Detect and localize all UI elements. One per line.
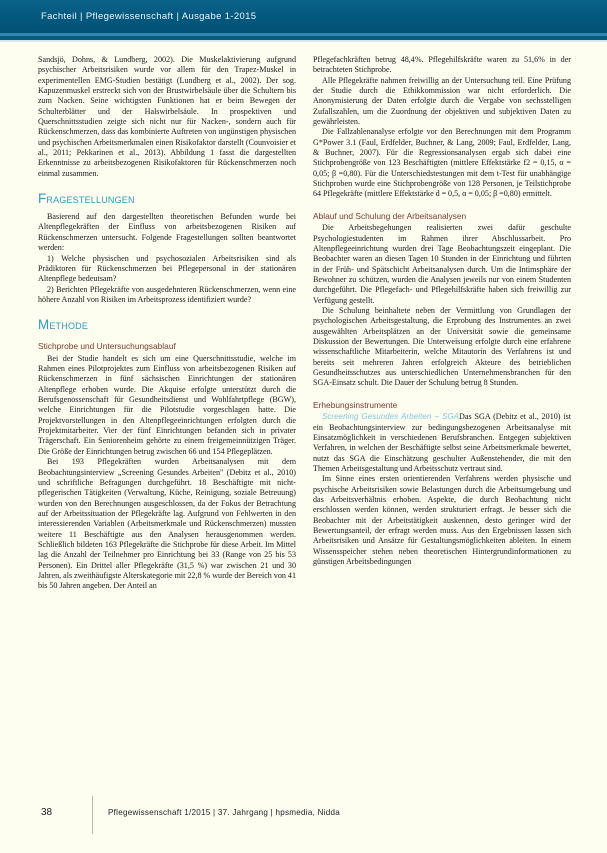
paragraph-frage-2: 2) Berichten Pflegekräfte von ausgedehnteren Rückenschmerzen, wenn eine höhere Anzahl von Risiken im Arbeitsprozess identifiziert wurde? — [38, 284, 296, 304]
page-number: 38 — [41, 807, 53, 818]
paragraph-ablauf-2: Die Schulung beinhaltete neben der Vermittlung von Grundlagen der psychologischen Arbeitsgestaltung, die Erprobung des Instrumentes an zwei ausgewählten Arbeitsplätzen an der Universität sowie die gemeinsame Diskussion der Bewertungen. Die Unterweisung erfolgte durch eine erfahrene wissenschaftliche Mitarbeiterin, welche Mitautorin des Verfahrens ist und bereits seit mehreren Jahren erfolgreich Akteure des betrieblichen Gesundheitsschutzes aus unterschiedlichen Unternehmensbranchen für den SGA-Einsatz schult. Die Dauer der Schulung betrug 8 Stunden. — [313, 306, 571, 388]
paragraph-sandsjo: Sandsjö, Dohns, & Lundberg, 2002). Die Muskelaktivierung aufgrund psychischer Arbeitsrisiken wurde vor allem für den Trapez-Muskel in experimentellen EMG-Studien bestätigt (Lundberg et al., 2002). Der sog. Kapuzenmuskel erstreckt sich von der Brustwirbelsäule über die Schultern bis zum Nacken. Seine wichtigsten Funktionen hat er beim Bewegen der Schulterblätter und der Halswirbelsäule. In prospektiven und Querschnittsstudien zeigte sich nicht nur für Nacken-, sondern auch für Rückenschmerzen, dass das kombinierte Auftreten von ungünstigen physischen und psychischen Arbeitsmerkmalen einen Risikofaktor darstellt (Counvoisier et al., 2011; Pekkarinen et al., 2013). Abbildung 1 fasst die dargestellten Erkenntnisse zu arbeitsbezogenen Risikofaktoren für Rückenschmerzen noch einmal zusammen. — [38, 55, 296, 178]
right-column — [313, 55, 571, 790]
header-rule-bottom — [0, 40, 607, 42]
subheading-stichprobe: Stichprobe und Untersuchungsablauf — [38, 341, 176, 352]
paragraph-sga-definition — [313, 412, 571, 474]
breadcrumb: Fachteil | Pflegewissenschaft | Ausgabe 1-2015 — [41, 11, 257, 22]
paragraph-fallzahlenanalyse: Die Fallzahlenanalyse erfolgte vor den Berechnungen mit dem Programm G*Power 3.1 (Faul, Erdfelder, Buchner, & Lang, 2009; Faul, Erdfelder, Lang, & Buchner, 2007). Für die Regressionsanalysen ergab sich dabei eine Stichprobengröße von 123 Beschäftigten (mittlere Effektstärke f2 = 0,15, α = 0,05; β =0,80). Für die Unterschiedstestungen mit dem t-Test für unabhängige Stichproben wurde eine Stichprobengröße von 128 Personen, je Teilstichprobe 64 Pflegekräfte (mittlere Effektstärke d = 0,5, α = 0,05; β =0,80) ermittelt. — [313, 127, 571, 199]
footer-citation: Pflegewissenschaft 1/2015 | 37. Jahrgang | hpsmedia, Nidda — [108, 808, 340, 817]
paragraph-sga-definition-text: Das SGA (Debitz et al., 2010) ist ein Beobachtungsinterview zur bedingungsbezogenen Arbeitsanalyse mit Einsatzmöglichkeit in verschiedenen Berufsbranchen. Entgegen subjektiven Verfahren, in welchen der Beschäftigte selbst seine Arbeitsmerkmale bewertet, nutzt das SGA die Einschätzung geschulter Außenstehender, die mit den Themen Arbeitsgestaltung und Arbeitsschutz vertraut sind. — [313, 412, 571, 474]
paragraph-sga-verfahren: Im Sinne eines ersten orientierenden Verfahrens werden physische und psychische Arbeitsrisiken sowie Belastungen durch die Arbeitsumgebung und das Arbeitsverhältnis erhoben. Aspekte, die durch Beobachtung nicht erschlossen werden können, werden strukturiert erfragt. Je besser sich die Beobachter mit der Arbeitstätigkeit auskennen, desto geringer wird der Bewertungsanteil, der erfragt werden muss. Aus den Ergebnissen lassen sich Arbeitsrisiken und Ansätze für Gestaltungsmöglichkeiten ableiten. In einem Wissensspeicher stehen neben theoretischen Hintergrundinformationen zu günstigen Arbeitsbedingungen — [313, 474, 571, 567]
paragraph-freiwilligkeit: Alle Pflegekräfte nahmen freiwillig an der Untersuchung teil. Eine Prüfung der Studie durch die Ethikkommission war nicht erforderlich. Die Anonymisierung der Daten erfolgte durch die Vergabe von sechsstelligen Zufallszahlen, um die Zuordnung der objektiven und subjektiven Daten zu gewährleisten. — [313, 75, 571, 127]
heading-fragestellungen: Fragestellungen — [38, 191, 135, 207]
paragraph-frage-1: 1) Welche physischen und psychosozialen Arbeitsrisiken sind als Prädiktoren für Rückenschmerzen bei Pflegepersonal in der stationären Altenpflege bedeutsam? — [38, 253, 296, 284]
subheading-erhebungsinstrumente: Erhebungsinstrumente — [313, 399, 398, 410]
heading-methode: Methode — [38, 317, 89, 333]
subheading-ablauf-schulung: Ablauf und Schulung der Arbeitsanalysen — [313, 210, 467, 221]
paragraph-fragestellungen-intro: Basierend auf den dargestellten theoretischen Befunden wurde bei Altenpflegekräften der Einfluss von arbeitsbezogenen Risiken auf Rückenschmerzen untersucht. Folgende Fragestellungen sollten beantwortet werden: — [38, 212, 296, 253]
instrument-label-sga: Screening Gesundes Arbeiten – SGA — [322, 412, 460, 422]
left-column — [38, 55, 296, 790]
footer-divider — [92, 796, 93, 834]
page-footer — [0, 790, 607, 853]
paragraph-stichprobe-2: Bei 193 Pflegekräften wurden Arbeitsanalysen mit dem Beobachtungsinterview „Screening Gesundes Arbeiten" (Debitz et al., 2010) und schriftliche Befragungen durchgeführt. 18 Beschäftigte mit nicht-pflegerischen Tätigkeiten (Verwaltung, Küche, Reinigung, soziale Betreuung) wurden von den Berechnungen ausgeschlossen, da der Fokus der Betrachtung auf der Arbeitssituation der Pflegekräfte lag. Aufgrund von Fehlwerten in den interessierenden Variablen (Arbeitsmerkmale und Rückenschmerzen) mussten weitere 11 Beschäftigte aus den Analysen herausgenommen werden. Schließlich bildeten 163 Pflegekräfte die Stichprobe für diese Arbeit. Im Mittel lag die Anzahl der Teilnehmer pro Einrichtung bei 33 (Range von 25 bis 53 Personen). Ein Drittel aller Pflegekräfte (31,5 %) war zwischen 21 und 30 Jahren, als zweithäufigste Alterskategorie mit 22,8 % wurde der Bereich von 41 bis 50 Jahren angeben. Der Anteil an — [38, 457, 296, 591]
paragraph-stichprobe-1: Bei der Studie handelt es sich um eine Querschnittsstudie, welche im Rahmen eines Pilotprojektes zum Einfluss von arbeitsbezogenen Risiken auf Rückenschmerzen in fünf sächsischen Einrichtungen der stationären Altenpflege erhoben wurde. Die Akquise erfolgte unterstützt durch die Berufsgenossenschaft für Gesundheitsdienst und Wohlfahrtpflege (BGW), welche Einrichtungen für die Pilotstudie vorgeschlagen hatte. Die Projektvorstellungen in den Altenpflegeeinrichtungen erfolgten durch die Projektmitarbeiter. Vier der fünf Einrichtungen befanden sich in privater Trägerschaft. Ein Seniorenheim gehörte zu einem freigemeinnützigen Träger. Die Größe der Einrichtungen betrug zwischen 66 und 154 Pflegeplätzen. — [38, 353, 296, 456]
paragraph-ablauf-1: Die Arbeitsbegehungen realisierten zwei dafür geschulte Psychologiestudenten im Rahmen ihrer Abschlussarbeit. Pro Altenpflegeeinrichtung wurden drei Tage Beobachtungszeit eingeplant. Die Beobachter waren an diesen Tagen 10 Stunden in der Einrichtung und führten in der Früh- und Spätschicht Arbeitsanalysen durch. Um die Intimsphäre der Bewohner zu schützen, wurden die Analysen jeweils nur von einem Studenten durchgeführt. Die Pflegefach- und Pflegehilfskräfte haben sich freiwillig zur Verfügung gestellt. — [313, 223, 571, 305]
two-column-body — [38, 55, 572, 790]
paragraph-pflegefachkraefte: Pflegefachkräften betrug 48,4%. Pflegehilfskräfte waren zu 51,6% in der betrachteten Stichprobe. — [313, 55, 571, 75]
